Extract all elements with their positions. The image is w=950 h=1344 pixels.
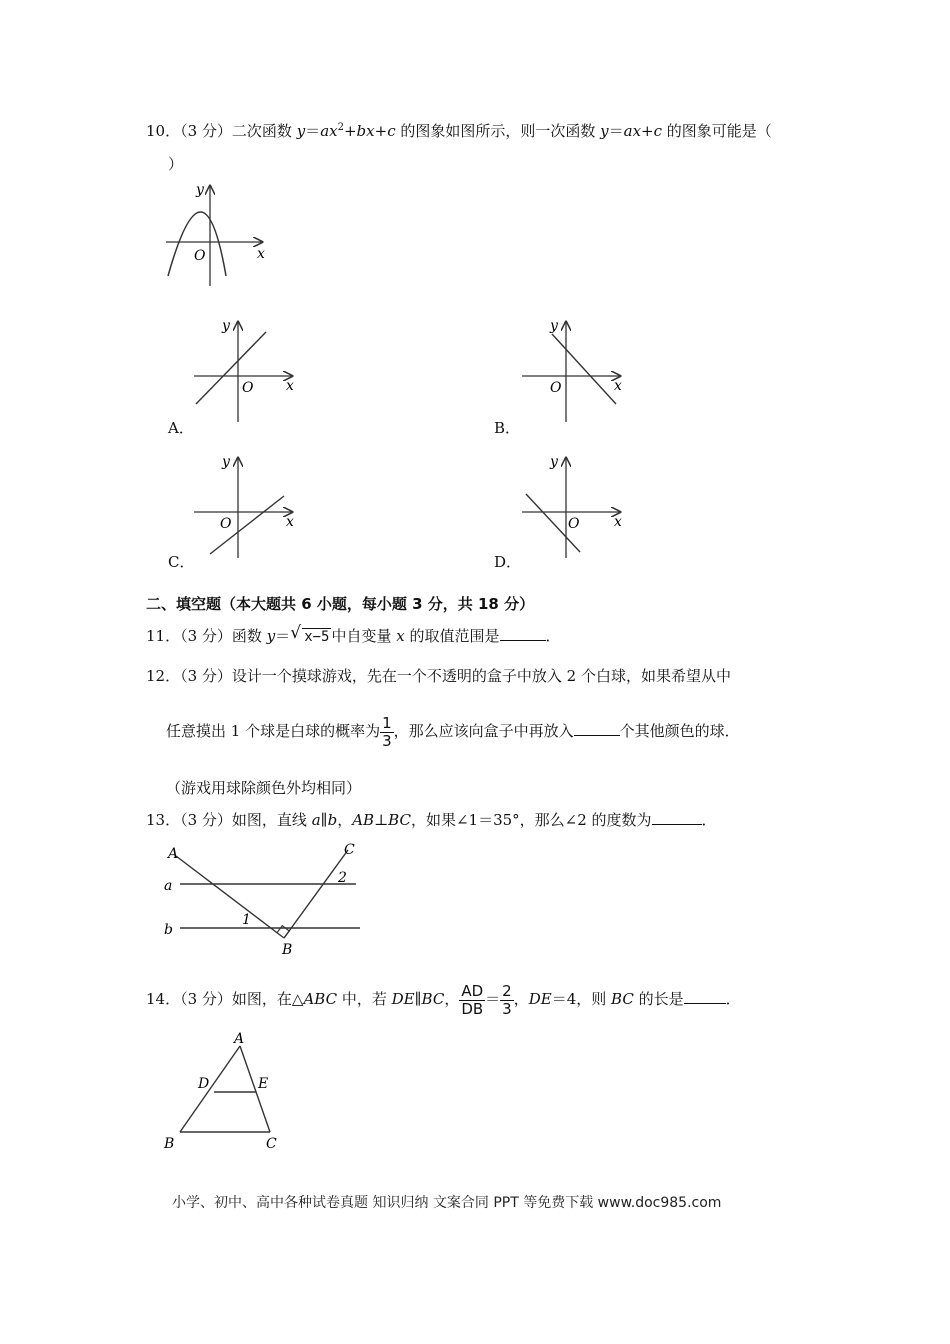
q10-eq1-y: y: [296, 122, 306, 140]
q14-text-d: 的长是: [633, 990, 684, 1008]
q10-y-label: y: [196, 182, 204, 198]
q10-eq2-c: c: [653, 122, 663, 140]
q11-radicand: x−5: [304, 629, 330, 645]
q10-origin-label: O: [194, 248, 206, 264]
q13-answer-blank[interactable]: [652, 810, 702, 825]
q14-parallel: ∥: [414, 990, 422, 1008]
q10-line1: [146, 118, 772, 141]
option-a-x-label: x: [286, 378, 294, 394]
q14-label-D: D: [198, 1076, 210, 1092]
q12-line2: [166, 712, 740, 750]
option-c-x-label: x: [286, 514, 294, 530]
option-a-origin-label: O: [242, 380, 254, 396]
q14-number: 14．: [146, 990, 181, 1008]
option-b-line: [552, 334, 616, 404]
q12-points: （3 分）: [180, 667, 232, 685]
sqrt-icon: √: [290, 623, 302, 643]
q10-parabola-curve: [168, 212, 226, 276]
q10-eq1-ax: ax: [320, 122, 338, 140]
q13-label-a: a: [164, 878, 173, 894]
q14-bc2: BC: [611, 990, 634, 1008]
q13-angle-2: 2: [338, 870, 347, 886]
q12-fraction: [380, 715, 394, 750]
q12-number: 12．: [146, 667, 181, 685]
q10-eq1-equals: ＝: [305, 122, 321, 140]
q11-text-a: 函数: [231, 627, 267, 645]
q10-eq1-plus2: +: [374, 122, 388, 140]
option-d-x-label: x: [614, 514, 622, 530]
q14-label-A: A: [234, 1031, 245, 1047]
q13-number: 13．: [146, 811, 181, 829]
q10-x-label: x: [257, 246, 265, 262]
q10-eq2-ax: ax: [623, 122, 642, 140]
q13-segment-bc: [284, 850, 348, 938]
q13-segment-ab: [176, 856, 284, 938]
option-d-y-label: y: [550, 454, 558, 470]
q11-equals: ＝: [275, 627, 291, 645]
q14-text-a: 如图，在△: [231, 990, 304, 1008]
q13-text-a: 如图，直线: [231, 811, 312, 829]
q10-eq2-equals: ＝: [608, 122, 624, 140]
option-b-x-label: x: [614, 378, 622, 394]
q13-figure: [160, 838, 370, 962]
q14-fraction-2-3: [500, 983, 514, 1018]
q10-number: 10．: [146, 122, 181, 140]
q10-eq1-plus: +: [343, 122, 357, 140]
q10-eq1-sup: 2: [337, 122, 344, 133]
q10-text-a: 二次函数: [231, 122, 297, 140]
option-d-label[interactable]: D．: [494, 553, 522, 571]
q12-answer-blank[interactable]: [574, 721, 620, 736]
q10-parabola-graph: [160, 180, 270, 290]
q11-number: 11．: [146, 627, 181, 645]
q11-y: y: [266, 627, 276, 645]
q14-figure: [160, 1030, 290, 1154]
q14-label-B: B: [164, 1136, 175, 1152]
q14-side-ab: [180, 1046, 240, 1132]
q14-frac2-den: 3: [502, 999, 512, 1018]
q13-label-A: A: [168, 846, 179, 862]
q11-text-c: 的取值范围是: [404, 627, 500, 645]
option-c-graph[interactable]: [190, 452, 300, 562]
option-c-label[interactable]: C．: [168, 553, 195, 571]
q11-text-b: 中自变量: [331, 627, 397, 645]
q13-perp: ⊥: [374, 811, 389, 829]
q13-comma: ，: [337, 811, 353, 829]
q14-points: （3 分）: [180, 990, 232, 1008]
q13-text-b: ，如果∠1＝35°，那么∠2 的度数为: [410, 811, 652, 829]
option-d-origin-label: O: [568, 516, 580, 532]
option-b-origin-label: O: [550, 380, 562, 396]
q14-frac-num: AD: [461, 981, 484, 1000]
q12-frac-den: 3: [382, 731, 392, 750]
q13-parallel: ∥: [320, 811, 328, 829]
q10-close-paren: ）: [168, 155, 184, 173]
q13-label-B: B: [282, 942, 293, 958]
q10-eq1-bx: bx: [356, 122, 375, 140]
q13-end: ．: [701, 811, 717, 829]
option-c-y-label: y: [222, 454, 230, 470]
q10-eq1-c: c: [387, 122, 396, 140]
option-a-line: [196, 332, 266, 404]
option-d-graph[interactable]: [518, 452, 628, 562]
q14-answer-blank[interactable]: [684, 989, 726, 1004]
q13-line: [146, 810, 717, 830]
q13-label-C: C: [344, 842, 355, 858]
q13-b: b: [327, 811, 338, 829]
q14-text-b: 中，若: [337, 990, 392, 1008]
q14-comma2: ，: [513, 990, 529, 1008]
q14-label-E: E: [258, 1076, 269, 1092]
q14-end: ．: [725, 990, 741, 1008]
q10-eq2-plus: +: [641, 122, 654, 140]
q12-frac-num: 1: [382, 713, 392, 732]
q11-sqrt: [290, 623, 331, 647]
q11-end: ．: [545, 627, 561, 645]
q13-ab: AB: [352, 811, 375, 829]
q11-line: [146, 623, 561, 647]
q13-a: a: [311, 811, 321, 829]
q10-text-c: 的图象可能是（: [662, 122, 772, 140]
q14-de: DE: [391, 990, 415, 1008]
section2-title: 二、填空题（本大题共 6 小题，每小题 3 分，共 18 分）: [146, 595, 535, 613]
q14-text-c: ＝4，则: [551, 990, 612, 1008]
page-footer: 小学、初中、高中各种试卷真题 知识归纳 文案合同 PPT 等免费下载 www.doc985.com: [172, 1195, 722, 1211]
option-a-y-label: y: [222, 318, 230, 334]
option-b-y-label: y: [550, 318, 558, 334]
q14-abc: ABC: [303, 990, 338, 1008]
q14-frac-den: DB: [461, 999, 484, 1018]
q13-angle-1: 1: [242, 912, 251, 928]
q14-equals: ＝: [485, 990, 501, 1008]
q14-comma: ，: [444, 990, 460, 1008]
q10-points: （3 分）: [180, 122, 232, 140]
q10-eq2-y: y: [600, 122, 609, 140]
q14-fraction-ad-db: [459, 983, 485, 1018]
q12-line2-text-b: ，那么应该向盒子中再放入: [393, 722, 574, 740]
q12-line1: [146, 666, 731, 686]
q13-label-b: b: [164, 922, 173, 938]
q12-line1-text: 设计一个摸球游戏，先在一个不透明的盒子中放入 2 个白球，如果希望从中: [231, 667, 731, 685]
q13-points: （3 分）: [180, 811, 232, 829]
option-b-graph[interactable]: [518, 316, 628, 426]
option-c-origin-label: O: [220, 516, 232, 532]
q14-label-C: C: [266, 1136, 277, 1152]
q14-line: [146, 980, 741, 1018]
option-b-label[interactable]: B．: [494, 419, 521, 437]
q11-x: x: [396, 627, 405, 645]
q14-frac2-num: 2: [502, 981, 512, 1000]
q14-bc: BC: [421, 990, 445, 1008]
q11-answer-blank[interactable]: [500, 626, 546, 641]
option-a-graph[interactable]: [190, 316, 300, 426]
q12-line2-text-c: 个其他颜色的球．: [619, 722, 740, 740]
q12-line3: （游戏用球除颜色外均相同）: [166, 779, 362, 797]
q10-text-b: 的图象如图所示，则一次函数: [395, 122, 601, 140]
q13-bc: BC: [388, 811, 411, 829]
q11-points: （3 分）: [180, 627, 232, 645]
q14-de2: DE: [528, 990, 552, 1008]
q12-line2-text-a: 任意摸出 1 个球是白球的概率为: [166, 722, 381, 740]
option-a-label[interactable]: A．: [168, 419, 194, 437]
